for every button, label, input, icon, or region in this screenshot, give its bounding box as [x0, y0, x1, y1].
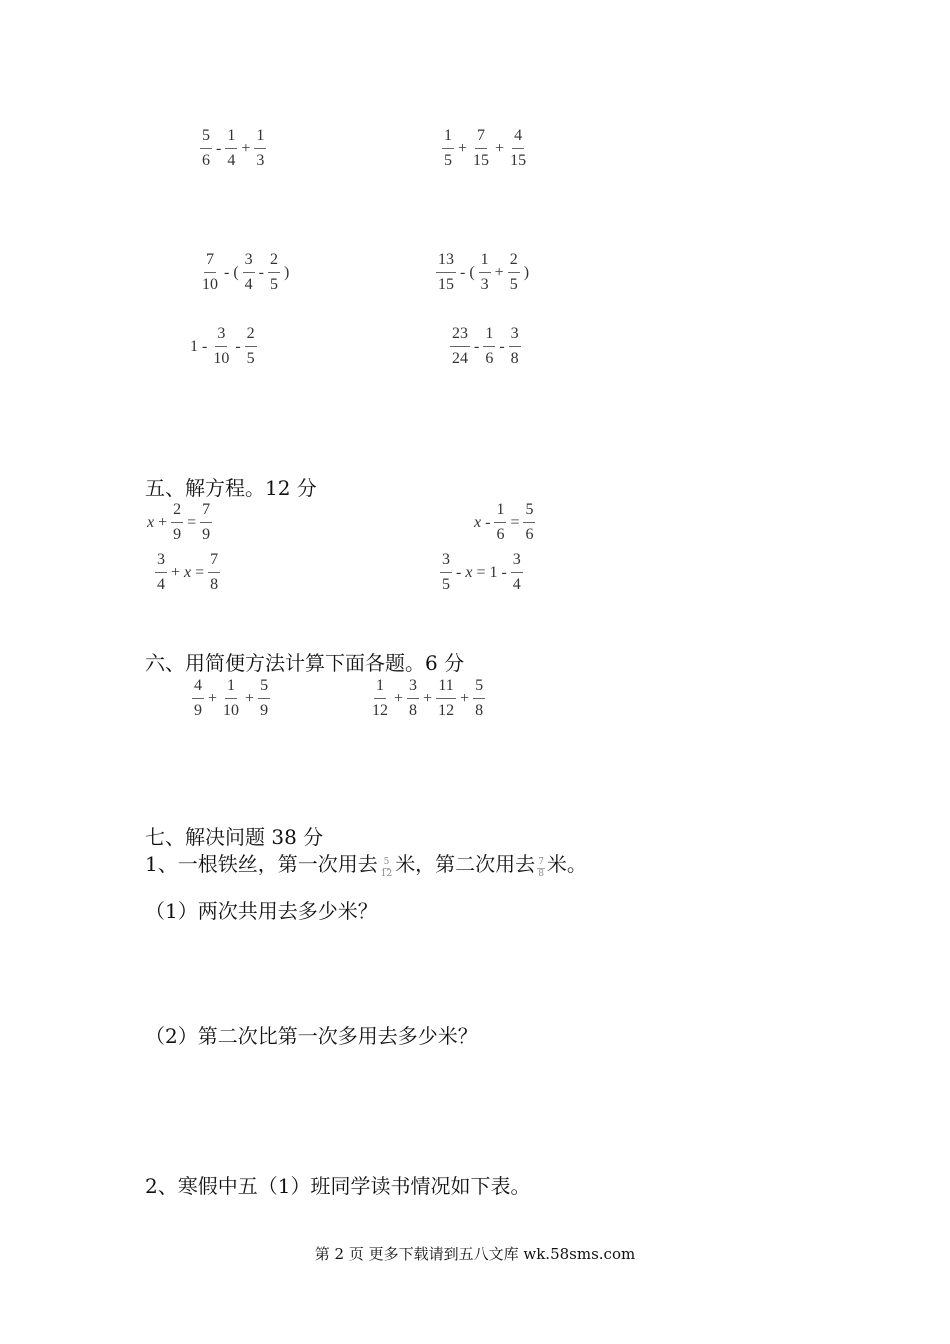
fraction: $\frac{1}{4}$ [227, 127, 236, 169]
fraction: $\frac{2}{9}$ [173, 501, 182, 543]
question-2: 2、寒假中五（1）班同学读书情况如下表。 [145, 1174, 531, 1198]
fraction: $\frac{7}{9}$ [202, 501, 211, 543]
fraction: $\frac{1}{10}$ [223, 677, 240, 719]
fraction: $\frac{3}{8}$ [409, 677, 418, 719]
fraction: $\frac{3}{4}$ [244, 251, 253, 293]
question-1-sub-2: （2）第二次比第一次多用去多少米？ [145, 1024, 478, 1048]
equation-2: x - $\frac{1}{6}$ = $\frac{5}{6}$ [474, 501, 534, 543]
fraction: $\frac{3}{10}$ [213, 325, 230, 367]
fraction: $\frac{5}{12}$ [380, 857, 393, 879]
expression-4: $\frac{13}{15}$ - ( $\frac{1}{3}$ + $\frac{2}{5}$ ) [438, 251, 530, 293]
section-6-heading: 六、用简便方法计算下面各题。6 分 [145, 651, 465, 675]
equation-1: x + $\frac{2}{9}$ = $\frac{7}{9}$ [147, 501, 211, 543]
fraction: $\frac{13}{15}$ [438, 251, 454, 293]
fraction: $\frac{11}{12}$ [438, 677, 455, 719]
equation-3: $\frac{3}{4}$ + x = $\frac{7}{8}$ [157, 551, 219, 593]
fraction: $\frac{4}{15}$ [510, 127, 527, 169]
fraction: $\frac{4}{9}$ [194, 677, 202, 719]
equation-4: $\frac{3}{5}$ - x = 1 - $\frac{3}{4}$ [442, 551, 521, 593]
fraction: $\frac{7}{8}$ [210, 551, 219, 593]
section-7-heading: 七、解决问题 38 分 [145, 825, 324, 849]
fraction: $\frac{7}{8}$ [538, 857, 544, 879]
fraction: $\frac{23}{24}$ [452, 325, 468, 367]
expression-1: $\frac{5}{6}$ - $\frac{1}{4}$ + $\frac{1}{3}$ [202, 127, 265, 169]
expression-2: $\frac{1}{5}$ + $\frac{7}{15}$ + $\frac{4}{15}$ [444, 127, 527, 169]
fraction: $\frac{1}{3}$ [480, 251, 489, 293]
fraction: $\frac{3}{8}$ [510, 325, 519, 367]
fraction: $\frac{1}{12}$ [372, 677, 388, 719]
fraction: $\frac{7}{10}$ [202, 251, 218, 293]
fraction: $\frac{1}{6}$ [485, 325, 494, 367]
question-1: 1、一根铁丝，第一次用去 $\frac{5}{12}$ 米，第二次用去 $\frac{7}{8}$ 米。 [145, 852, 587, 879]
fraction: $\frac{1}{6}$ [496, 501, 505, 543]
fraction: $\frac{5}{6}$ [525, 501, 534, 543]
fraction: $\frac{2}{5}$ [269, 251, 278, 293]
fraction: $\frac{2}{5}$ [246, 325, 255, 367]
expression-5: 1 - $\frac{3}{10}$ - $\frac{2}{5}$ [190, 325, 255, 367]
question-1-sub-1: （1）两次共用去多少米？ [145, 899, 378, 923]
fraction: $\frac{5}{6}$ [202, 127, 210, 169]
fraction: $\frac{5}{9}$ [260, 677, 269, 719]
simplify-expression-2: $\frac{1}{12}$ + $\frac{3}{8}$ + $\frac{11}{12}$ + $\frac{5}{8}$ [372, 677, 484, 719]
fraction: $\frac{3}{5}$ [442, 551, 450, 593]
page-footer: 第 2 页 更多下载请到五八文库 wk.58sms.com [314, 1245, 636, 1263]
fraction: $\frac{3}{4}$ [157, 551, 165, 593]
expression-6: $\frac{23}{24}$ - $\frac{1}{6}$ - $\frac{3}{8}$ [452, 325, 519, 367]
fraction: $\frac{3}{4}$ [512, 551, 521, 593]
fraction: $\frac{5}{8}$ [475, 677, 484, 719]
fraction: $\frac{1}{5}$ [444, 127, 452, 169]
expression-3: $\frac{7}{10}$ - ( $\frac{3}{4}$ - $\frac{2}{5}$ ) [202, 251, 290, 293]
fraction: $\frac{1}{3}$ [256, 127, 265, 169]
simplify-expression-1: $\frac{4}{9}$ + $\frac{1}{10}$ + $\frac{5}{9}$ [194, 677, 269, 719]
section-5-heading: 五、解方程。12 分 [145, 476, 317, 500]
fraction: $\frac{7}{15}$ [473, 127, 490, 169]
fraction: $\frac{2}{5}$ [509, 251, 518, 293]
